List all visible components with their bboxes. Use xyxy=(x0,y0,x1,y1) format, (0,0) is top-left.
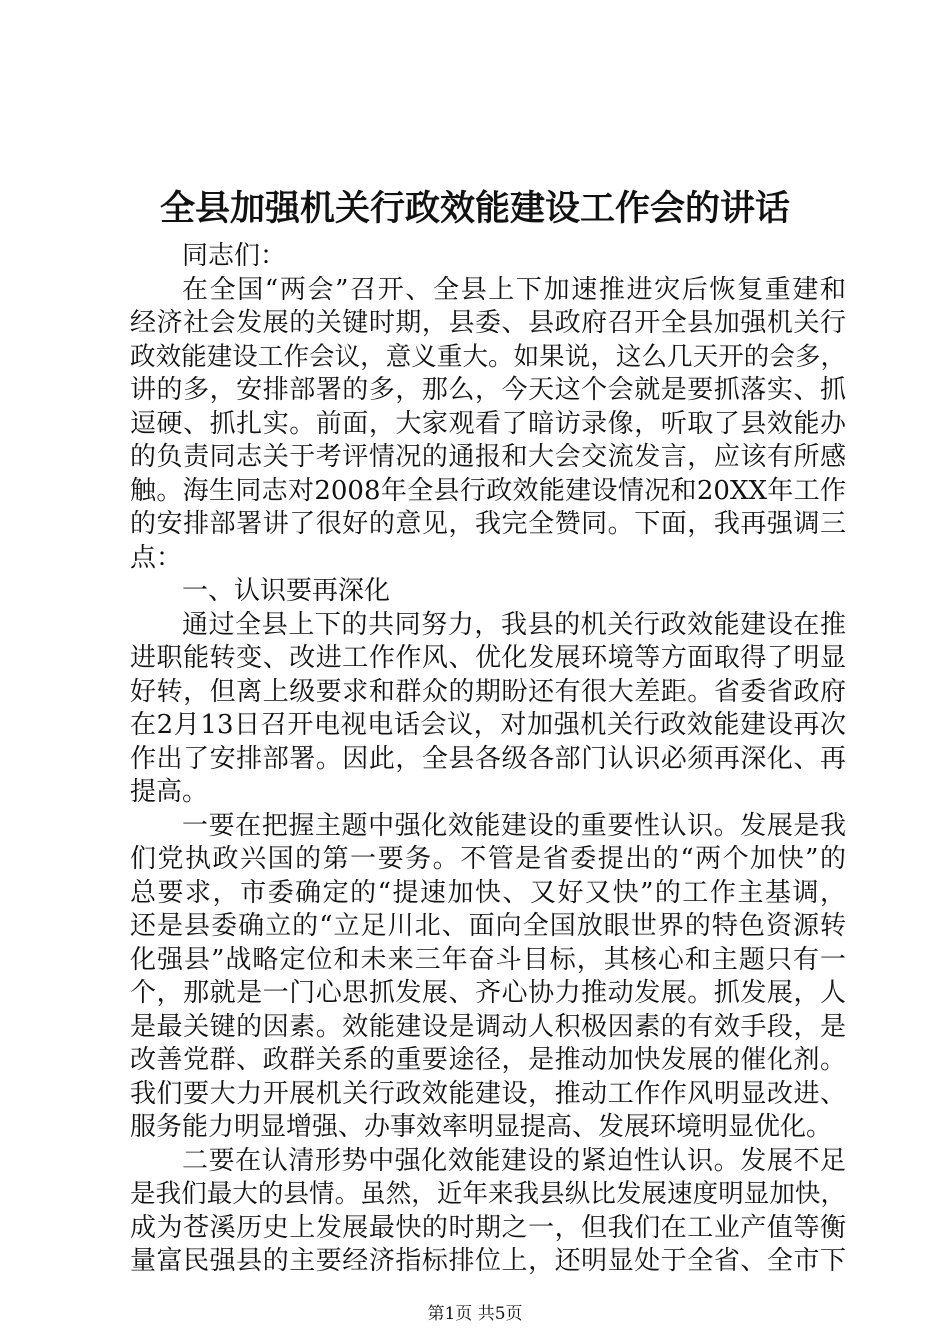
paragraph-line: 我们要大力开展机关行政效能建设，推动工作作风明显改进、 xyxy=(130,1078,846,1109)
paragraph-line: 还是县委确立的“立足川北、面向全国放眼世界的特色资源转 xyxy=(130,911,846,941)
paragraph-line: 触。海生同志对2008年全县行政效能建设情况和20XX年工作 xyxy=(130,475,846,506)
paragraph-line: 进职能转变、改进工作作风、优化发展环境等方面取得了明显 xyxy=(130,643,846,673)
paragraph-line: 量富民强县的主要经济指标排位上，还明显处于全省、全市下 xyxy=(130,1246,846,1276)
paragraph-line: 是最关键的因素。效能建设是调动人积极因素的有效手段，是 xyxy=(130,1011,846,1042)
paragraph-line: 好转，但离上级要求和群众的期盼还有很大差距。省委省政府 xyxy=(130,676,846,707)
paragraph-line: 通过全县上下的共同努力，我县的机关行政效能建设在推 xyxy=(182,609,846,640)
paragraph-line: 在2月13日召开电视电话会议，对加强机关行政效能建设再次 xyxy=(130,710,846,740)
page-footer: 第1页 共5页 xyxy=(427,1304,523,1324)
paragraph-line: 逗硬、抓扎实。前面，大家观看了暗访录像，听取了县效能办 xyxy=(130,408,846,439)
section-heading: 一、认识要再深化 xyxy=(182,576,391,606)
paragraph-line: 的安排部署讲了很好的意见，我完全赞同。下面，我再强调三 xyxy=(130,509,846,539)
paragraph-line: 成为苍溪历史上发展最快的时期之一，但我们在工业产值等衡 xyxy=(130,1212,846,1243)
paragraph-line: 是我们最大的县情。虽然，近年来我县纵比发展速度明显加快， xyxy=(130,1179,846,1209)
paragraph-line: 化强县”战略定位和未来三年奋斗目标，其核心和主题只有一 xyxy=(130,944,846,975)
document-title: 全县加强机关行政效能建设工作会的讲话 xyxy=(159,189,790,229)
paragraph-line: 在全国“两会”召开、全县上下加速推进灾后恢复重建和 xyxy=(182,274,846,305)
salutation: 同志们： xyxy=(182,241,287,271)
paragraph-line: 们党执政兴国的第一要务。不管是省委提出的“两个加快”的 xyxy=(130,844,846,874)
paragraph-line: 作出了安排部署。因此，全县各级各部门认识必须再深化、再 xyxy=(130,743,846,774)
paragraph-line: 二要在认清形势中强化效能建设的紧迫性认识。发展不足 xyxy=(182,1145,846,1176)
paragraph-line: 点： xyxy=(130,542,183,573)
paragraph-line: 一要在把握主题中强化效能建设的重要性认识。发展是我 xyxy=(182,810,846,841)
paragraph-line: 提高。 xyxy=(130,777,209,807)
paragraph-line: 政效能建设工作会议，意义重大。如果说，这么几天开的会多， xyxy=(130,341,846,372)
paragraph-line: 讲的多，安排部署的多，那么，今天这个会就是要抓落实、抓 xyxy=(130,375,846,405)
paragraph-line: 的负责同志关于考评情况的通报和大会交流发言，应该有所感 xyxy=(130,442,846,472)
paragraph-line: 个，那就是一门心思抓发展、齐心协力推动发展。抓发展，人 xyxy=(130,978,846,1008)
document-body xyxy=(130,240,846,1279)
paragraph-line: 改善党群、政群关系的重要途径，是推动加快发展的催化剂。 xyxy=(130,1045,846,1075)
paragraph-line: 经济社会发展的关键时期，县委、县政府召开全县加强机关行 xyxy=(130,308,846,338)
paragraph-line: 总要求，市委确定的“提速加快、又好又快”的工作主基调， xyxy=(130,877,846,908)
paragraph-line: 服务能力明显增强、办事效率明显提高、发展环境明显优化。 xyxy=(130,1112,833,1142)
